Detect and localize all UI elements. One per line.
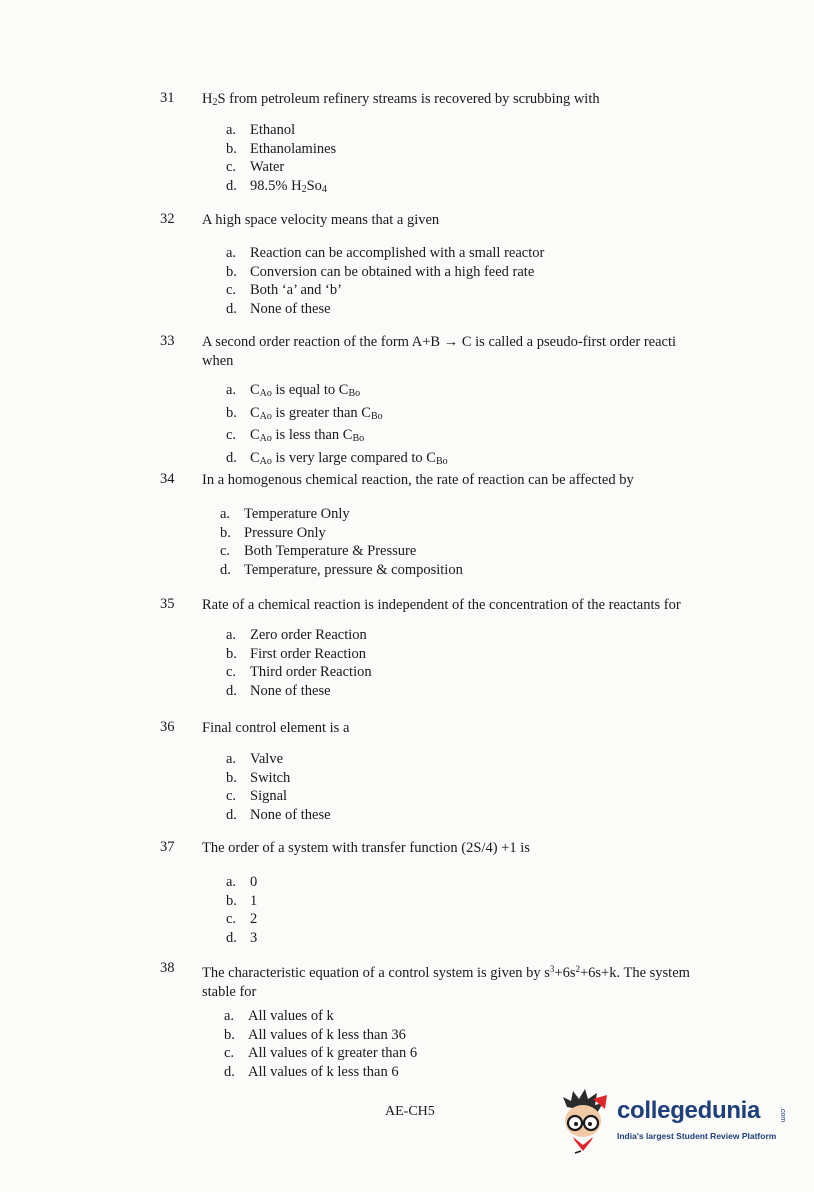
question-number: 32: [160, 211, 175, 227]
options: [226, 626, 372, 700]
question-number: 38: [160, 960, 175, 976]
options: [226, 750, 331, 824]
logo-tagline: India's largest Student Review Platform: [617, 1131, 777, 1141]
option-b: b. 1: [226, 892, 258, 909]
options: [226, 381, 448, 471]
page-code: AE-CH5: [385, 1104, 435, 1119]
options: [226, 873, 257, 947]
option-b: b. Conversion can be obtained with a high feed rate: [226, 263, 535, 280]
option-a: a. Temperature Only: [220, 506, 350, 522]
option-c: c. Both Temperature & Pressure: [220, 543, 417, 560]
option-d: d. 98.5% $H_2So_4$: [226, 177, 327, 195]
option-a: a. Valve: [226, 751, 284, 767]
question-number: 33: [160, 333, 175, 349]
question-text: In a homogenous chemical reaction, the rate of reaction can be affected by: [202, 472, 634, 488]
option-b: b. First order Reaction: [226, 645, 366, 662]
logo-suffix: .com: [779, 1107, 786, 1123]
option-a: a. $C_{Ao}$ is equal to $C_{Bo}$: [226, 382, 361, 399]
question-text: A high space velocity means that a given: [202, 212, 440, 228]
option-b: b. Switch: [226, 769, 291, 786]
question-text: The order of a system with transfer function (2S/4) +1 is: [202, 840, 530, 856]
option-c: c. Water: [226, 159, 285, 176]
question-text: Rate of a chemical reaction is independent of the concentration of the reactants for: [202, 597, 681, 613]
question-number: 34: [160, 471, 175, 487]
option-a: a. 0: [226, 874, 258, 890]
question-text: Final control element is a: [202, 720, 350, 736]
logo-brand: collegedunia: [617, 1097, 761, 1124]
option-a: a. All values of k: [224, 1008, 334, 1024]
option-d: d. None of these: [226, 806, 331, 823]
collegedunia-logo: [553, 1085, 793, 1155]
option-d: d. $C_{Ao}$ is very large compared to $C_{Bo}$: [226, 449, 448, 467]
option-c: c. 2: [226, 911, 258, 928]
question-number: 35: [160, 596, 175, 612]
question-text: $H_2S$ from petroleum refinery streams is recovered by scrubbing with: [202, 91, 600, 108]
option-c: c. All values of k greater than 6: [224, 1045, 418, 1062]
options: [226, 121, 336, 199]
option-c: c. Third order Reaction: [226, 664, 372, 681]
option-b: b. Pressure Only: [220, 524, 326, 541]
option-d: d. 3: [226, 929, 258, 946]
option-d: d. All values of k less than 6: [224, 1063, 399, 1080]
option-c: c. Both ‘a’ and ‘b’: [226, 282, 342, 299]
option-b: b. All values of k less than 36: [224, 1026, 406, 1043]
question-number: 31: [160, 90, 175, 106]
option-d: d. None of these: [226, 682, 331, 699]
question-number: 37: [160, 839, 175, 855]
question-number: 36: [160, 719, 175, 735]
option-c: c. $C_{Ao}$ is less than $C_{Bo}$: [226, 427, 365, 445]
option-d: d. None of these: [226, 300, 331, 317]
option-a: a. Zero order Reaction: [226, 627, 367, 643]
option-c: c. Signal: [226, 788, 288, 805]
option-d: d. Temperature, pressure & composition: [220, 561, 463, 578]
question-text: A second order reaction of the form A+B → C is called a pseudo-first order reacti when: [202, 334, 677, 369]
option-a: a. Reaction can be accomplished with a small reactor: [226, 245, 545, 261]
options: [224, 1007, 417, 1081]
option-b: b. $C_{Ao}$ is greater than $C_{Bo}$: [226, 404, 383, 422]
option-b: b. Ethanolamines: [226, 140, 337, 157]
options: [220, 505, 463, 579]
option-a: a. Ethanol: [226, 122, 296, 138]
student-mascot-icon: [553, 1085, 615, 1155]
options: [226, 244, 544, 318]
question-text: The characteristic equation of a control system is given by $s^3+6s^2+6s+k$. The system stable for: [202, 964, 690, 1000]
